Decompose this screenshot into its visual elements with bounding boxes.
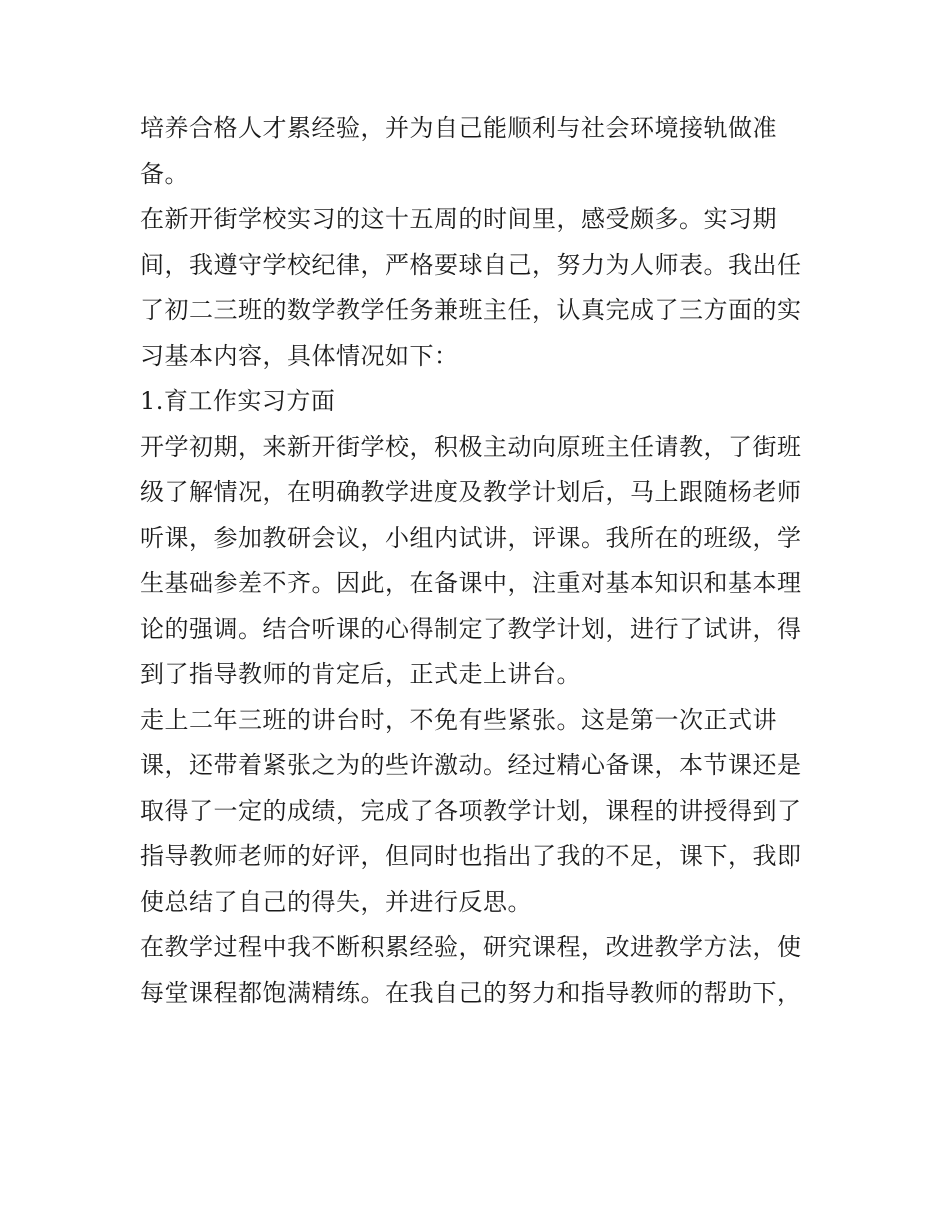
paragraph-line: 间，我遵守学校纪律，严格要球自己，努力为人师表。我出任: [140, 250, 802, 279]
paragraph-line: 在新开街学校实习的这十五周的时间里，感受颇多。实习期: [140, 205, 777, 233]
section-heading: 1.育工作实习方面: [140, 387, 336, 415]
paragraph-line: 生基础参差不齐。因此，在备课中，注重对基本知识和基本理: [140, 569, 802, 597]
paragraph-line: 指导教师老师的好评，但同时也指出了我的不足，课下，我即: [140, 842, 802, 870]
paragraph-line: 走上二年三班的讲台时，不免有些紧张。这是第一次正式讲: [140, 705, 777, 734]
paragraph-line: 到了指导教师的肯定后，正式走上讲台。: [140, 660, 581, 688]
paragraph-line: 使总结了自己的得失，并进行反思。: [140, 887, 532, 916]
document-body: [140, 106, 820, 1016]
paragraph-line: 备。: [140, 159, 189, 188]
paragraph-line: 级了解情况，在明确教学进度及教学计划后，马上跟随杨老师: [140, 478, 802, 506]
paragraph-line: 在教学过程中我不断积累经验，研究课程，改进教学方法，使: [140, 933, 802, 961]
paragraph-line: 每堂课程都饱满精练。在我自己的努力和指导教师的帮助下，: [140, 978, 802, 1007]
paragraph-line: 论的强调。结合听课的心得制定了教学计划，进行了试讲，得: [140, 614, 802, 643]
paragraph-line: 听课，参加教研会议，小组内试讲，评课。我所在的班级，学: [140, 523, 802, 552]
paragraph-line: 取得了一定的成绩，完成了各项教学计划，课程的讲授得到了: [140, 796, 802, 825]
paragraph-line: 课，还带着紧张之为的些许激动。经过精心备课，本节课还是: [140, 751, 802, 779]
paragraph-line: 培养合格人才累经验，并为自己能顺利与社会环境接轨做准: [140, 114, 777, 142]
paragraph-line: 了初二三班的数学教学任务兼班主任，认真完成了三方面的实: [140, 296, 802, 324]
paragraph-line: 习基本内容，具体情况如下：: [140, 341, 459, 370]
paragraph-line: 开学初期，来新开街学校，积极主动向原班主任请教，了街班: [140, 432, 802, 461]
